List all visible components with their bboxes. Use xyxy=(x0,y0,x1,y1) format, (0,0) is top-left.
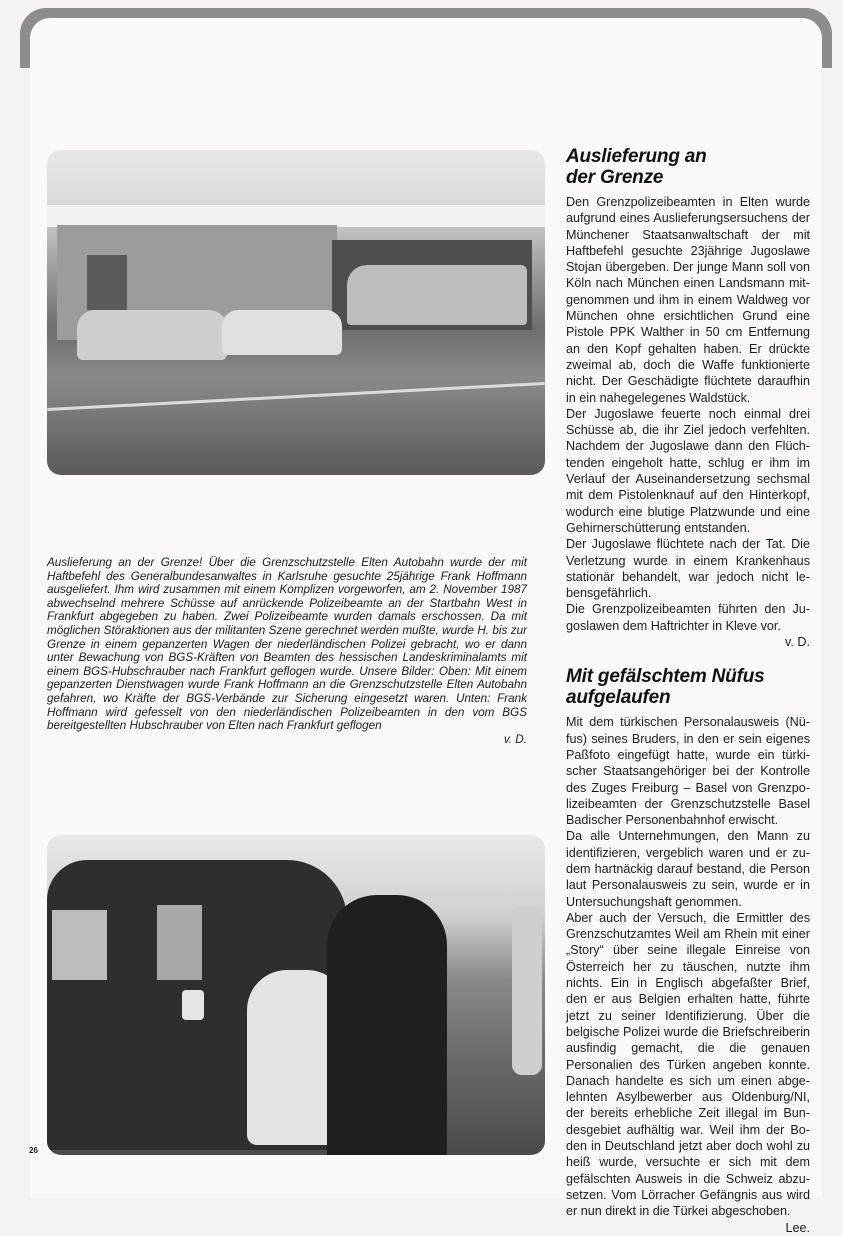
article-paragraph: Da alle Unternehmungen, den Mann zu identifizieren, vergeblich waren und er zudem hartnäckig darauf bestand, die Person laut Personalausweis zu sein, wurde er in Untersuchungshaft genommen. xyxy=(566,829,810,909)
photo-caption xyxy=(47,556,527,746)
right-column xyxy=(566,146,810,1236)
photo-helicopter xyxy=(47,835,545,1155)
article-paragraph: Der Jugoslawe flüchtete nach der Tat. Die Verletzung wurde in einem Krankenhaus stationär behandelt, war jedoch nicht lebensgefährlich. xyxy=(566,537,810,601)
article-paragraph: Der Jugoslawe feuerte noch einmal drei Schüsse ab, die ihr Ziel jedoch verfehlten. Nachdem der Jugoslawe dann den Flüchtenden eingeholt hatte, schlug er ihm im Verlauf der Auseinandersetzung sechsmal mit dem Pistolenknauf auf den Hinterkopf, wodurch eine blutige Platzwunde und eine Gehirnerschütterung entstanden. xyxy=(566,406,810,535)
photo-border-station xyxy=(47,150,545,475)
article-title: Auslieferung an der Grenze xyxy=(566,146,707,188)
article-paragraph: Mit dem türkischen Personalausweis (Nüfus) seines Bruders, in den er sein eigenes Paßfoto eingefügt hatte, wurde ein türkischer Staatsangehöriger bei der Kontrolle des Zuges Freiburg – Basel von Grenzpolizeibeamten der Grenzschutzstelle Basel Badischer Personenbahnhof erwischt. xyxy=(566,715,810,828)
caption-text: Auslieferung an der Grenze! Über die Grenzschutzstelle Elten Autobahn wurde der mit Haftbefehl des Generalbundesanwaltes in Karlsruhe gesuchte 25jährige Frank Hoffmann ausgeliefert. Ihm wird zusammen mit einem Komplizen vorgeworfen, am 2. November 1987 abwechselnd mehrere Schüsse auf anrückende Polizeibeamte an der Startbahn West in Frankfurt abgegeben zu haben. Zwei Polizeibeamte wurden damals erschossen. Da mit möglichen Störaktionen aus der militanten Szene gerechnet werden mußte, wurde H. bis zur Grenze in einem gepanzerten Wagen der niederländischen Polizei gebracht, wo er dann unter Bewachung von BGS-Kräften von Beamten des hessischen Landeskriminalamts mit einem BGS-Hubschrauber nach Frankfurt geflogen wurde. Unsere Bilder: Oben: Mit einem gepanzerten Dienstwagen wurde Frank Hoffmann an die Grenzschutzstelle Elten Autobahn gefahren, wo Kräfte der BGS-Verbände zur Sicherung eingesetzt waren. Unten: Frank Hoffmann wird gefesselt von den niederländischen Polizeibeamten in den vom BGS bereitgestellten Hubschrauber von Elten nach Frankfurt geflogen xyxy=(47,556,527,733)
page-number: 26 xyxy=(29,1146,38,1155)
article-paragraph: Aber auch der Versuch, die Ermittler des Grenzschutzamtes Weil am Rhein mit einer „Story“ über seine illegale Einreise von Österreich her zu täuschen, nutzte ihm nichts. Ein in Englisch abgefaßter Brief, den er aus Belgien erhalten hatte, führte jetzt zu seiner Identifizierung. Über die belgische Polizei wurde die Briefschreiberin ausfindig gemacht, die die genauen Personalien des Türken angeben konnte. Danach handelte es sich um einen abgelehnten Asylbewerber aus Oldenburg/NI, der bereits erhebliche Zeit illegal im Bundesgebiet aufhältig war. Weil ihm der Boden in Deutschland jetzt aber doch wohl zu heiß wurde, versuchte er sich mit dem gefälschten Ausweis in die Schweiz abzusetzen. Vom Lörracher Gefängnis aus wird er nun direkt in die Türkei abgeschoben. xyxy=(566,910,810,1219)
article-signature: Lee. xyxy=(785,1220,810,1235)
article-signature: v. D. xyxy=(785,635,810,650)
article-paragraph: Die Grenzpolizeibeamten führten den Jugoslawen dem Haftrichter in Kleve vor. xyxy=(566,602,810,633)
article-paragraph: Den Grenzpolizeibeamten in Elten wurde aufgrund eines Auslieferungsersuchens der Münchener Staatsanwaltschaft der mit Haftbefehl gesuchte 23jährige Jugoslawe Stojan übergeben. Der junge Mann soll von Köln nach München einen Landsmann mitgenommen und ihm in einem Waldweg vor München ohne ersichtlichen Grund eine Pistole PPK Walther in 50 cm Entfernung an den Kopf gehalten haben. Er drückte zweimal ab, doch die Waffe funktionierte nicht. Der Geschädigte flüchtete daraufhin in ein nahegelegenes Waldstück. xyxy=(566,195,810,405)
article-title: Mit gefälschtem Nüfus aufgelaufen xyxy=(566,666,765,709)
caption-signature: v. D. xyxy=(503,732,527,746)
article-nuefus xyxy=(566,666,810,1236)
article-auslieferung xyxy=(566,146,810,650)
